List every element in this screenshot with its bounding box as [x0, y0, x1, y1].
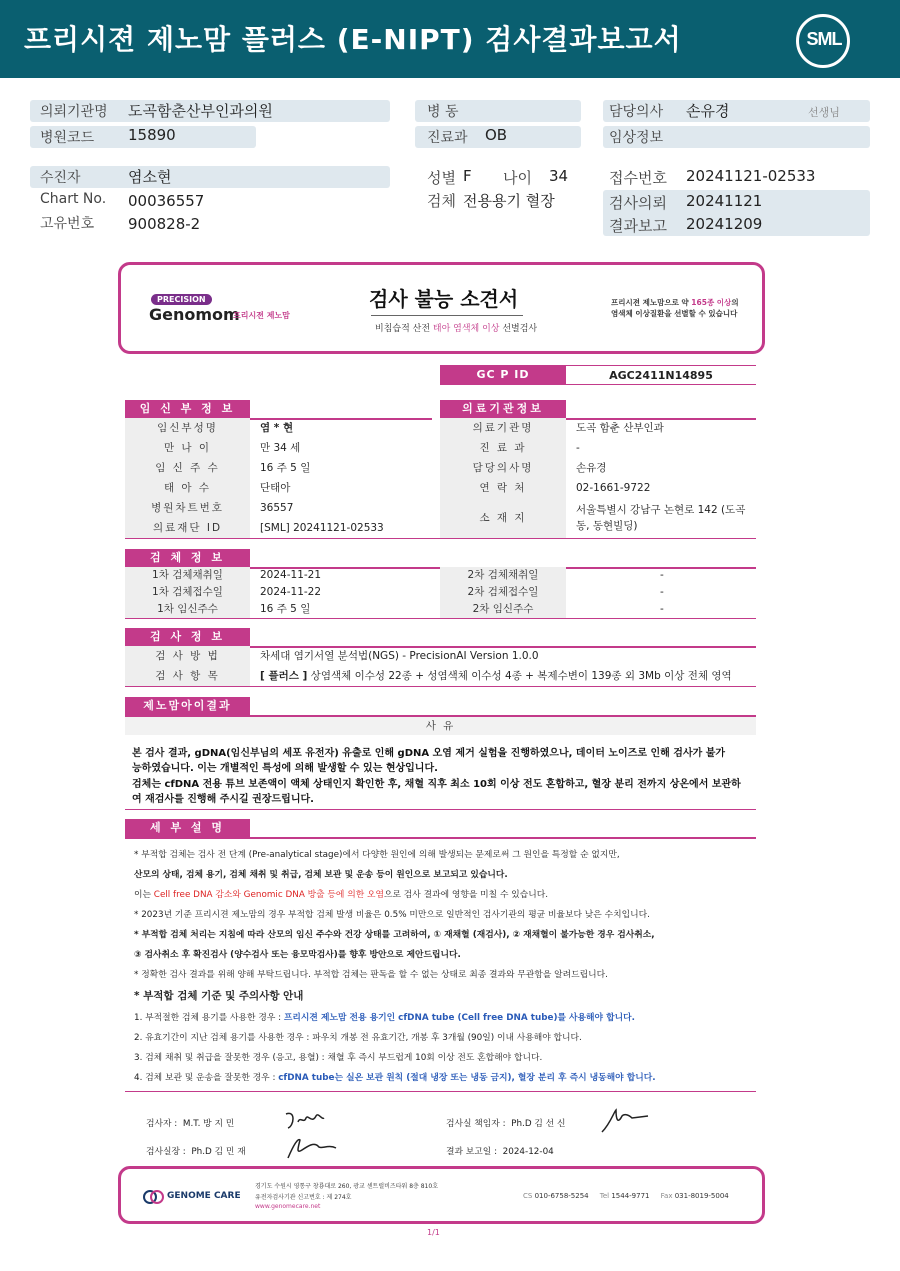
- detail-bottom-rule: [125, 1091, 756, 1092]
- code-value: 15890: [128, 126, 176, 144]
- req-value: 20241121: [686, 192, 763, 210]
- head-line: [146, 1144, 246, 1157]
- sample-r1-label: 1차 검체채취일: [125, 567, 250, 584]
- detail-note-3: [134, 887, 548, 900]
- test-method: 차세대 염기서열 분석법(NGS) - PrecisionAI Version 1.0.0: [260, 650, 539, 662]
- report-title: 프리시젼 제노맘 플러스 (E-NIPT) 검사결과보고서: [24, 23, 682, 56]
- code-label: 병원코드: [40, 130, 95, 146]
- hosp-section-title: 의료기관정보: [440, 400, 566, 418]
- chief-label: 검사실 책임자 :: [446, 1119, 506, 1129]
- test-method-label: 검 사 방 법: [125, 646, 250, 666]
- card-subtitle: [375, 321, 537, 334]
- preg-section-title: 임 신 부 정 보: [125, 400, 250, 418]
- card-right-1b: 165종 이상: [691, 298, 732, 307]
- test-item-label: 검 사 항 목: [125, 666, 250, 686]
- tel-value: 1544-9771: [611, 1192, 650, 1200]
- preg-chart-label: 병원차트번호: [125, 498, 250, 518]
- test-item-tag: [ 플러스 ]: [260, 670, 308, 682]
- sex-label: 성별: [427, 169, 456, 187]
- page-number: 1/1: [427, 1228, 440, 1237]
- preg-week: 16 주 5 일: [260, 462, 311, 474]
- clinic-label: 임상정보: [609, 130, 664, 146]
- fax-label: Fax: [660, 1192, 673, 1200]
- result-section-title: 제노맘아이결과: [125, 697, 250, 715]
- tester-label: 검사자 :: [146, 1119, 178, 1129]
- chart-value: 00036557: [128, 192, 205, 210]
- sml-logo: [796, 14, 850, 68]
- tel-label: Tel: [599, 1192, 610, 1200]
- id-label: 고유번호: [40, 216, 95, 232]
- detail-note-4: * 2023년 기준 프리시젼 제노맘의 경우 부적합 검체 발생 비율은 0.5% 미만으로 일반적인 검사기관의 평균 비율보다 낮은 수치입니다.: [134, 910, 650, 920]
- hosp-doc: 손유경: [576, 462, 607, 474]
- org-value: 도곡함춘산부인과의원: [128, 102, 273, 120]
- result-para-3: 검체는 cfDNA 전용 튜브 보존액이 액체 상태인지 확인한 후, 채혈 직후 최소 10회 이상 전도 혼합하고, 혈장 분리 전까지 상온에서 보관하: [132, 779, 741, 790]
- info-bottom-rule: [125, 538, 756, 539]
- doctor-suffix: 선생님: [808, 106, 840, 119]
- sample-r2-label: 1차 검체접수일: [125, 584, 250, 601]
- sample-value: 전용용기 혈장: [463, 192, 555, 210]
- gcp-label: GC P ID: [440, 365, 566, 385]
- age-value: 34: [549, 167, 569, 185]
- preg-fetus-label: 태 아 수: [125, 478, 250, 498]
- test-section-title: 검 사 정 보: [125, 628, 250, 646]
- criteria-4b: cfDNA tube는 실온 보관 원칙 (절대 냉장 또는 냉동 금지), 혈장 분리 후 즉시 냉동해야 합니다.: [278, 1073, 656, 1083]
- recv-value: 20241121-02533: [686, 167, 816, 185]
- criteria-3: 3. 검체 채취 및 취급을 잘못한 경우 (응고, 용혈) : 채혈 후 즉시 부드럽게 10회 이상 전도 혼합해야 합니다.: [134, 1053, 543, 1063]
- recv-label: 접수번호: [609, 169, 667, 187]
- card-sub-a: 비침습적 산전: [375, 324, 433, 334]
- detail-note-7: * 정확한 검사 결과를 위해 양해 부탁드립니다. 부적합 검체는 판독을 할 수 없는 상태로 최종 결과와 무관함을 알려드립니다.: [134, 970, 608, 980]
- footer-web: www.genomecare.net: [255, 1203, 321, 1210]
- detail-note-3a: 이는: [134, 890, 154, 900]
- sample-label: 검체: [427, 192, 456, 210]
- footer-addr-2: 유전자검사기관 신고번호 : 제 274호: [255, 1194, 352, 1201]
- card-right-1c: 의: [731, 298, 739, 307]
- date-line: [446, 1144, 554, 1157]
- rep-label: 결과보고: [609, 217, 667, 235]
- patient-label: 수진자: [40, 170, 81, 186]
- sample-r3b: -: [660, 603, 664, 615]
- criteria-1a: 1. 부적절한 검체 용기를 사용한 경우 :: [134, 1013, 284, 1023]
- genomom-logo-sub: 프리시젼 제노맘: [233, 311, 290, 320]
- hosp-dept: -: [576, 442, 580, 454]
- result-bottom-rule: [125, 809, 756, 810]
- sample-section-title: 검 체 정 보: [125, 549, 250, 567]
- hosp-doc-label: 담당의사명: [440, 458, 566, 478]
- detail-note-3b: Cell free DNA 감소와 Genomic DNA 방출 등에 의한 오염: [153, 890, 385, 900]
- fax-value: 031-8019-5004: [674, 1192, 729, 1200]
- preg-age: 만 34 세: [260, 442, 301, 454]
- sample-r1-label-2: 2차 검체채취일: [440, 567, 566, 584]
- patient-row-bg: [30, 166, 390, 188]
- head-label: 검사실장 :: [146, 1147, 186, 1157]
- criteria-1b: 프리시젼 제노맘 전용 용기인 cfDNA tube (Cell free DNA tube)를 사용해야 합니다.: [283, 1013, 635, 1023]
- date-label: 결과 보고일 :: [446, 1147, 498, 1157]
- gcp-value: AGC2411N14895: [566, 365, 756, 385]
- preg-age-label: 만 나 이: [125, 438, 250, 458]
- req-label: 검사의뢰: [609, 194, 667, 212]
- card-right-2: 염색체 이상질환을 선별할 수 있습니다: [611, 309, 738, 318]
- hosp-addr-1: 서울특별시 강남구 논현로 142 (도곡: [576, 504, 746, 516]
- genome-care-logo: GENOME CARE: [167, 1191, 241, 1201]
- card-sub-b: 태아 염색체 이상: [432, 324, 500, 334]
- sample-r1b: -: [660, 569, 664, 581]
- detail-note-2: 산모의 상태, 검체 용기, 검체 채취 및 취급, 검체 보관 및 운송 등이 원인으로 보고되고 있습니다.: [134, 870, 508, 880]
- preg-name: 염 * 현: [260, 422, 294, 434]
- test-bottom-rule: [125, 686, 756, 687]
- report-title-card: [118, 262, 765, 354]
- hosp-tel-label: 연 락 처: [440, 478, 566, 498]
- preg-week-label: 임 신 주 수: [125, 458, 250, 478]
- cs-label: CS: [523, 1192, 533, 1200]
- report-date: 2024-12-04: [502, 1147, 554, 1157]
- head-signature: [284, 1134, 340, 1162]
- chart-label: Chart No.: [40, 191, 107, 207]
- detail-heading: * 부적합 검체 기준 및 주의사항 안내: [134, 990, 304, 1002]
- card-sub-c: 선별검사: [499, 324, 538, 334]
- detail-note-5: * 부적합 검체 처리는 지침에 따라 산모의 임신 주수와 건강 상태를 고려하여, ① 재채혈 (재검사), ② 재채혈이 불가능한 경우 검사취소,: [134, 930, 655, 940]
- age-label: 나이: [503, 169, 532, 187]
- genome-care-icon: [143, 1189, 165, 1205]
- sml-logo-text: SML: [806, 29, 842, 49]
- criteria-4a: 4. 검체 보관 및 운송을 잘못한 경우 :: [134, 1073, 279, 1083]
- hosp-addr-2: 동, 동현빌딩): [576, 520, 638, 532]
- patient-value: 염소현: [128, 168, 172, 186]
- preg-fetus: 단태아: [260, 482, 291, 494]
- doctor-label: 담당의사: [609, 104, 664, 120]
- preg-chart: 36557: [260, 502, 294, 514]
- cs-value: 010-6758-5254: [534, 1192, 589, 1200]
- result-para-2: 능하였습니다. 이는 개별적인 특성에 의해 발생할 수 있는 현상입니다.: [132, 763, 438, 774]
- doctor-value: 손유경: [686, 102, 730, 120]
- sample-r3-label-2: 2차 임신주수: [440, 601, 566, 618]
- sample-r3: 16 주 5 일: [260, 603, 311, 615]
- hosp-name: 도곡 함춘 산부인과: [576, 422, 664, 434]
- footer-contacts: [523, 1192, 729, 1200]
- report-header-bar: [0, 0, 900, 78]
- id-value: 900828-2: [128, 215, 201, 233]
- hosp-addr-label: 소 재 지: [440, 498, 566, 538]
- sample-r2-label-2: 2차 검체접수일: [440, 584, 566, 601]
- card-divider: [371, 315, 523, 316]
- card-right-text: [611, 297, 739, 319]
- result-reason-header: 사 유: [125, 717, 756, 735]
- detail-note-6: ③ 검사취소 후 확진검사 (양수검사 또는 융모막검사)를 향후 방안으로 제안드립니다.: [134, 950, 461, 960]
- hosp-tel: 02-1661-9722: [576, 482, 651, 494]
- detail-rule: [125, 837, 756, 839]
- ward-label: 병 동: [427, 104, 459, 120]
- detail-note-3c: 으로 검사 결과에 영향을 미칠 수 있습니다.: [384, 890, 549, 900]
- tester-signature: [282, 1108, 328, 1134]
- criteria-1: [134, 1010, 635, 1023]
- hosp-name-label: 의료기관명: [440, 418, 566, 438]
- preg-name-label: 임신부성명: [125, 418, 250, 438]
- sample-r1: 2024-11-21: [260, 569, 322, 581]
- card-right-1: 프리시젼 제노맘으로 약: [611, 298, 692, 307]
- rep-value: 20241209: [686, 215, 763, 233]
- head-name: Ph.D 김 민 재: [191, 1147, 246, 1157]
- card-title: 검사 불능 소견서: [369, 287, 519, 311]
- tester-name: M.T. 방 지 민: [182, 1119, 235, 1129]
- sample-r3-label: 1차 임신주수: [125, 601, 250, 618]
- tester-line: [146, 1116, 234, 1129]
- footer-addr-1: 경기도 수원시 영통구 창룡대로 260, 광교 센트럴비즈타워 8층 810호: [255, 1183, 438, 1190]
- detail-section-title: 세 부 설 명: [125, 819, 250, 837]
- criteria-4: [134, 1070, 656, 1083]
- chief-line: [446, 1116, 565, 1129]
- hosp-dept-label: 진 료 과: [440, 438, 566, 458]
- dept-value: OB: [485, 126, 508, 144]
- genomom-logo: Genomom: [149, 305, 240, 324]
- chief-signature: [598, 1106, 652, 1136]
- sample-bottom-rule: [125, 618, 756, 619]
- criteria-2: 2. 유효기간이 지난 검체 용기를 사용한 경우 : 파우치 개봉 전 유효기간, 개봉 후 3개월 (90일) 이내 사용해야 합니다.: [134, 1033, 582, 1043]
- sample-r2: 2024-11-22: [260, 586, 322, 598]
- chief-name: Ph.D 김 선 신: [511, 1119, 566, 1129]
- test-item-desc: 상염색체 이수성 22종 + 성염색체 이수성 4종 + 복제수변이 139종 외 3Mb 이상 전체 영역: [307, 670, 732, 682]
- detail-note-1: * 부적합 검체는 검사 전 단계 (Pre-analytical stage)에서 다양한 원인에 의해 발생되는 문제로써 그 원인을 특정할 순 없지만,: [134, 850, 620, 860]
- org-label: 의뢰기관명: [40, 104, 108, 120]
- precision-badge: PRECISION: [151, 294, 212, 305]
- preg-fid-label: 의료재단 ID: [125, 518, 250, 538]
- footer-card: [118, 1166, 765, 1224]
- dept-label: 진료과: [427, 130, 468, 146]
- sex-value: F: [463, 167, 472, 185]
- preg-fid: [SML] 20241121-02533: [260, 522, 384, 534]
- sample-r2b: -: [660, 586, 664, 598]
- result-para-4: 여 재검사를 진행해 주시길 권장드립니다.: [132, 794, 314, 805]
- result-para-1: 본 검사 결과, gDNA(임신부님의 세포 유전자) 유출로 인해 gDNA 오염 제거 실험을 진행하였으나, 데이터 노이즈로 인해 검사가 불가: [132, 748, 726, 759]
- test-item: [260, 666, 732, 686]
